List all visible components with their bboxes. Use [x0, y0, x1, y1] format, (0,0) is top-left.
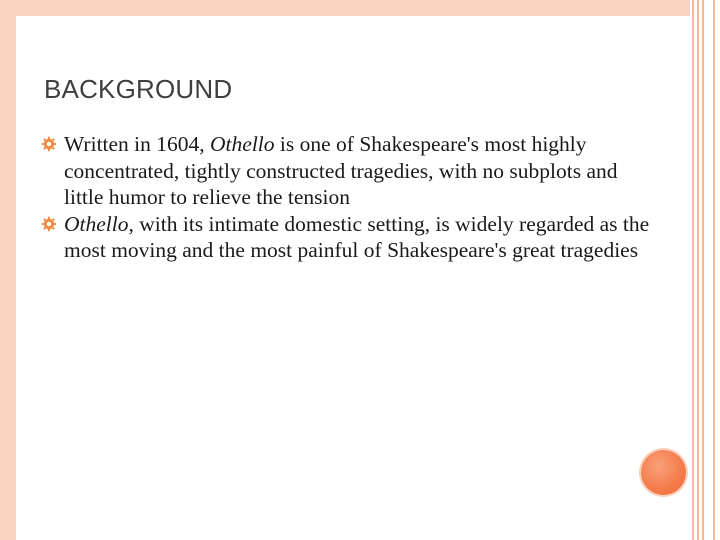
bullet-text-italic: Othello,: [64, 211, 134, 236]
gear-bullet-icon: [41, 136, 57, 152]
slide-frame-right: [690, 0, 720, 540]
gear-bullet-icon: [41, 216, 57, 232]
frame-line: [692, 0, 694, 540]
slide-title: BACKGROUND: [44, 74, 233, 104]
bullet-text-italic: Othello: [210, 132, 275, 156]
bullet-text-after: with its intimate domestic setting, is widely regarded as the most moving and the most painful of Shakespeare's great tragedies: [64, 211, 650, 262]
bullet-item: [41, 131, 661, 211]
frame-line: [713, 0, 715, 540]
bullet-text-after: is one of Shakespeare's most highly concentrated, tightly constructed tragedies, with no subplots and little humor to relieve the tension: [64, 132, 618, 209]
slide-frame-left: [0, 0, 16, 540]
orange-circle-icon: [641, 450, 686, 495]
bullet-item: [41, 211, 661, 264]
bullet-text-before: Written in 1604,: [64, 132, 211, 156]
frame-line: [697, 0, 699, 540]
bullet-list: [41, 131, 661, 264]
slide-frame-top: [0, 0, 720, 16]
frame-line: [702, 0, 704, 540]
